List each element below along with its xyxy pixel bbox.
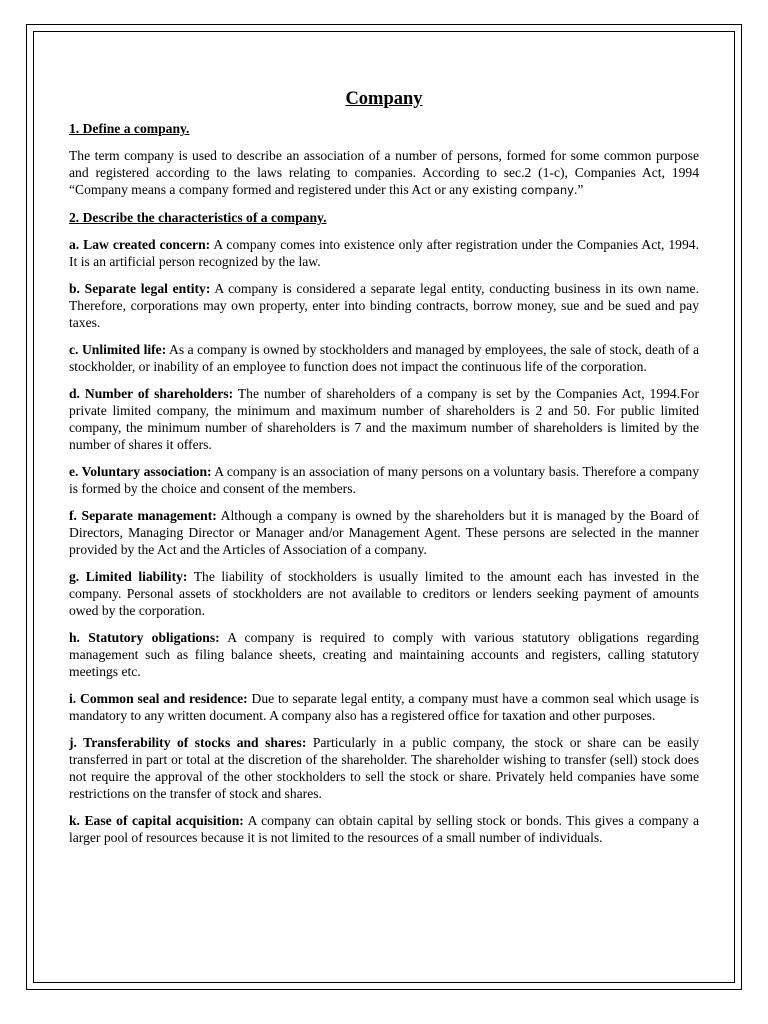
definition-text-part2: existing company: [472, 183, 574, 197]
definition-text-part3: .”: [574, 182, 584, 197]
characteristic-text: A company is an association of many persons on a voluntary basis. Therefore a company is formed by the choice and consent of the members.: [69, 464, 699, 496]
characteristic-text: A company can obtain capital by selling stock or bonds. This gives a company a larger pool of resources because it is not limited to the resources of a small number of individuals.: [69, 813, 699, 845]
characteristic-label: j. Transferability of stocks and shares:: [69, 735, 307, 750]
characteristic-label: c. Unlimited life:: [69, 342, 167, 357]
characteristic-text: The liability of stockholders is usually limited to the amount each has invested in the company. Personal assets of stockholders are not available to creditors or lenders seeking payment of amounts owed by the corporation.: [69, 569, 699, 618]
section-2-heading: 2. Describe the characteristics of a company.: [69, 210, 327, 225]
section-1-definition: [69, 147, 699, 199]
characteristic-label: k. Ease of capital acquisition:: [69, 813, 244, 828]
characteristic-text: Particularly in a public company, the stock or share can be easily transferred in part or total at the discretion of the shareholder. The shareholder wishing to transfer (sell) stock does not require the approval of the other stockholders to sell the stock or share. Privately held companies have some restrictions on the transfer of stock and shares.: [69, 735, 699, 801]
characteristic-g: [69, 568, 699, 619]
characteristic-text: Due to separate legal entity, a company must have a common seal which usage is mandatory to any written document. A company also has a registered office for taxation and other purposes.: [69, 691, 699, 723]
characteristic-e: [69, 463, 699, 497]
characteristic-label: a. Law created concern:: [69, 237, 211, 252]
characteristic-label: d. Number of shareholders:: [69, 386, 234, 401]
characteristic-j: [69, 734, 699, 802]
characteristic-text: A company is considered a separate legal entity, conducting business in its own name. Therefore, corporations may own property, enter into binding contracts, borrow money, sue and be sued and pay taxes.: [69, 281, 699, 330]
characteristic-label: h. Statutory obligations:: [69, 630, 220, 645]
characteristic-text: The number of shareholders of a company is set by the Companies Act, 1994.For private limited company, the minimum and maximum number of shareholders is 2 and 50. For public limited company, the minimum number of shareholders is 7 and the maximum number of shareholders is limited by the number of shares it offers.: [69, 386, 700, 452]
document-body: [69, 88, 699, 856]
characteristic-i: [69, 690, 699, 724]
characteristic-a: [69, 236, 699, 270]
characteristic-k: [69, 812, 699, 846]
characteristic-text: A company comes into existence only after registration under the Companies Act, 1994. It is an artificial person recognized by the law.: [69, 237, 699, 269]
characteristic-text: As a company is owned by stockholders and managed by employees, the sale of stock, death of a stockholder, or inability of an employee to function does not impact the continuous life of the corporation.: [69, 342, 699, 374]
section-1-heading: 1. Define a company.: [69, 121, 190, 136]
characteristic-h: [69, 629, 699, 680]
document-title: Company: [345, 89, 423, 109]
characteristic-d: [69, 385, 699, 453]
characteristic-label: b. Separate legal entity:: [69, 281, 211, 296]
characteristic-b: [69, 280, 699, 331]
characteristic-c: [69, 341, 699, 375]
characteristic-text: A company is required to comply with various statutory obligations regarding management such as filing balance sheets, creating and maintaining accounts and registers, calling statutory meetings etc.: [69, 630, 699, 679]
definition-text-part1: The term company is used to describe an association of a number of persons, formed for some common purpose and registered according to the laws relating to companies. According to sec.2 (1-c), Companies Act, 1994 “Company means a company formed and registered under this Act or any: [69, 148, 699, 197]
characteristic-f: [69, 507, 699, 558]
characteristic-label: f. Separate management:: [69, 508, 217, 523]
characteristic-label: e. Voluntary association:: [69, 464, 212, 479]
characteristic-label: g. Limited liability:: [69, 569, 188, 584]
characteristic-label: i. Common seal and residence:: [69, 691, 248, 706]
characteristic-text: Although a company is owned by the shareholders but it is managed by the Board of Directors, Managing Director or Manager and/or Management Agent. These persons are selected in the manner provided by the Act and the Articles of Association of a company.: [69, 508, 699, 557]
